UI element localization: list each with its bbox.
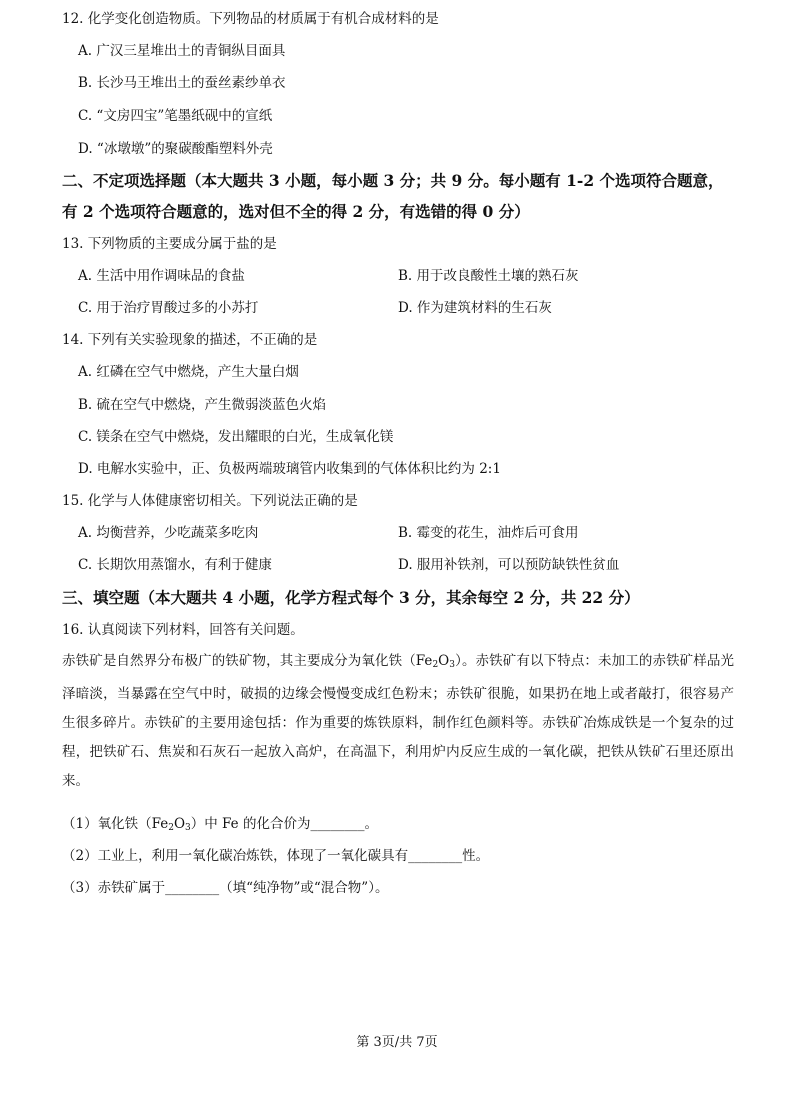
q16-sub1: [62, 814, 378, 838]
q15-option-d: D. 服用补铁剂，可以预防缺铁性贫血: [398, 557, 620, 573]
q14-stem: 14. 下列有关实验现象的描述，不正确的是: [62, 332, 318, 348]
q12-stem: 12. 化学变化创造物质。下列物品的材质属于有机合成材料的是: [62, 11, 439, 27]
q16-stem: 16. 认真阅读下列材料，回答有关问题。: [62, 622, 304, 638]
q15-option-b: B. 霉变的花生，油炸后可食用: [398, 525, 579, 541]
q16-passage-part1: 赤铁矿是自然界分布极广的铁矿物，其主要成分为氧化铁（Fe: [62, 653, 433, 669]
q16-passage-part2: ）。赤铁矿有以下特点：未加工的赤铁矿样品光泽暗淡，当暴露在空气中时，破损的边缘会慢慢变成红色粉末；赤铁矿很脆，如果扔在地上或者敲打，很容易产生很多碎片。赤铁矿的主要用途包括：作为重要的炼铁原料，制作红色颜料等。赤铁矿冶炼成铁是一个复杂的过程，把铁矿石、焦炭和石灰石一起放入高炉，在高温下，利用炉内反应生成的一氧化碳，把铁从铁矿石里还原出来。: [62, 653, 735, 789]
q14-option-c: C. 镁条在空气中燃烧，发出耀眼的白光，生成氧化镁: [78, 429, 394, 445]
q16-sub1-part1: （1）氧化铁（Fe: [62, 816, 169, 832]
q16-passage: [62, 647, 734, 796]
q16-passage-sub3: 3: [449, 660, 455, 670]
q16-sub3: （3）赤铁矿属于________（填“纯净物”或“混合物”）。: [62, 880, 389, 896]
q16-passage-sub2: 2: [432, 660, 439, 670]
q12-option-b: B. 长沙马王堆出土的蚕丝素纱单衣: [78, 75, 286, 91]
section2-title-line1: 二、不定项选择题（本大题共 3 小题，每小题 3 分；共 9 分。每小题有 1-2 个选项符合题意，: [62, 171, 724, 190]
q14-option-b: B. 硫在空气中燃烧，产生微弱淡蓝色火焰: [78, 397, 327, 413]
q16-sub1-sub3: 3: [185, 823, 191, 833]
q16-sub1-o: O: [173, 816, 186, 832]
q15-stem: 15. 化学与人体健康密切相关。下列说法正确的是: [62, 493, 358, 509]
q12-option-a: A. 广汉三星堆出土的青铜纵目面具: [78, 43, 286, 59]
q13-option-d: D. 作为建筑材料的生石灰: [398, 300, 552, 316]
q13-option-c: C. 用于治疗胃酸过多的小苏打: [78, 300, 259, 316]
q16-sub1-part2: ）中 Fe 的化合价为________。: [190, 816, 378, 832]
q13-option-b: B. 用于改良酸性土壤的熟石灰: [398, 268, 579, 284]
section2-title-line2: 有 2 个选项符合题意的，选对但不全的得 2 分，有选错的得 0 分）: [62, 202, 530, 221]
section3-title: 三、填空题（本大题共 4 小题，化学方程式每个 3 分，其余每空 2 分，共 22 分）: [62, 588, 640, 607]
q15-option-c: C. 长期饮用蒸馏水，有利于健康: [78, 557, 272, 573]
q14-option-d: D. 电解水实验中，正、负极两端玻璃管内收集到的气体体积比约为 2:1: [78, 461, 501, 477]
q16-sub2: （2）工业上，利用一氧化碳冶炼铁，体现了一氧化碳具有________性。: [62, 848, 490, 864]
q12-option-c: C. “文房四宝”笔墨纸砚中的宣纸: [78, 108, 273, 124]
q16-passage-o: O: [438, 653, 450, 669]
q13-stem: 13. 下列物质的主要成分属于盐的是: [62, 236, 277, 252]
page-footer: 第 3页/共 7页: [356, 1035, 438, 1050]
q14-option-a: A. 红磷在空气中燃烧，产生大量白烟: [78, 364, 299, 380]
q16-sub1-sub2: 2: [168, 823, 174, 833]
q15-option-a: A. 均衡营养，少吃蔬菜多吃肉: [78, 525, 259, 541]
q13-option-a: A. 生活中用作调味品的食盐: [78, 268, 245, 284]
q12-option-d: D. “冰墩墩”的聚碳酸酯塑料外壳: [78, 141, 273, 157]
